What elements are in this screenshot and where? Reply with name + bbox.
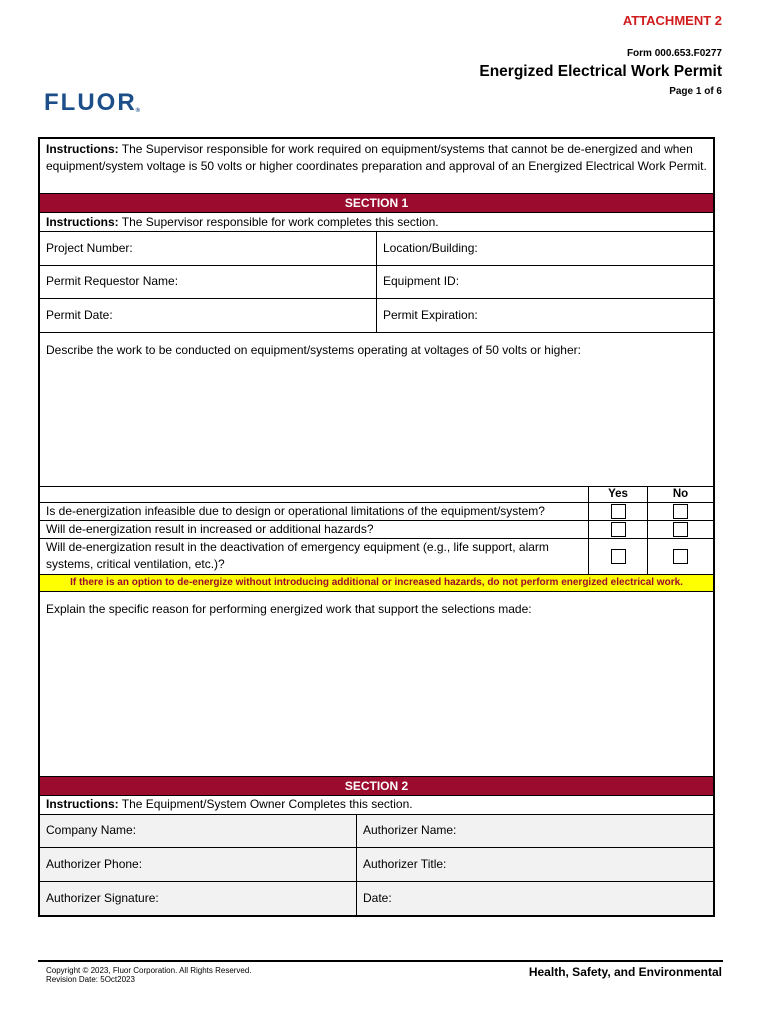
section1-instructions-row [40, 213, 713, 232]
no-header: No [672, 488, 689, 500]
section1-field-row [40, 266, 713, 300]
yes-checkbox[interactable] [611, 504, 626, 519]
authorizer-title-field[interactable]: Authorizer Title: [363, 856, 447, 871]
no-cell [648, 539, 713, 574]
page-title: Energized Electrical Work Permit [479, 63, 722, 80]
yes-cell [589, 521, 648, 538]
authorizer-signature-field[interactable]: Authorizer Signature: [40, 882, 357, 916]
attachment-label: ATTACHMENT 2 [622, 13, 722, 28]
instructions-text: The Supervisor responsible for work required on equipment/systems that cannot be de-energized and when equipment/system voltage is 50 volts or higher coordinates preparation and approval of an Energized Electrical Work Permit. [46, 142, 707, 173]
yes-cell [589, 503, 648, 520]
project-number-field[interactable]: Project Number: [40, 232, 377, 265]
yes-no-header-row [40, 487, 713, 503]
section2-field-row [40, 848, 713, 882]
section1-instr-text: The Supervisor responsible for work completes this section. [118, 214, 439, 229]
permit-expiration-field[interactable]: Permit Expiration: [383, 307, 478, 322]
no-cell [648, 521, 713, 538]
question-text: Will de-energization result in increased or additional hazards? [40, 521, 589, 538]
equipment-id-field[interactable]: Equipment ID: [383, 274, 460, 289]
revision-date: Revision Date: 5Oct2023 [46, 975, 135, 984]
question-text: Will de-energization result in the deactivation of emergency equipment (e.g., life support, alarm systems, critical ventilation, etc.)? [40, 539, 589, 574]
authorizer-name-field[interactable]: Authorizer Name: [363, 823, 457, 838]
section1-title: SECTION 1 [40, 194, 713, 212]
section2-instructions-row [40, 796, 713, 815]
footer-divider [38, 960, 723, 962]
explain-reason-row [40, 592, 713, 777]
company-name-field[interactable]: Company Name: [40, 815, 357, 848]
section1-instructions [40, 213, 445, 231]
logo-text: FLUOR [44, 89, 137, 116]
warning-row [40, 575, 713, 592]
question-row [40, 539, 713, 575]
yes-checkbox[interactable] [611, 522, 626, 537]
section2-instr-label: Instructions: [46, 797, 119, 811]
section1-field-row [40, 299, 713, 333]
location-building-field[interactable]: Location/Building: [383, 240, 478, 255]
describe-work-box[interactable]: Describe the work to be conducted on equipment/systems operating at voltages of 50 volts or higher: [46, 342, 581, 357]
requestor-name-field[interactable]: Permit Requestor Name: [40, 266, 377, 299]
section2-instr-text: The Equipment/System Owner Completes this section. [118, 797, 413, 811]
question-row [40, 503, 713, 521]
warning-banner: If there is an option to de-energize without introducing additional or increased hazards, do not perform energized electrical work. [40, 575, 713, 591]
section2-field-row [40, 882, 713, 916]
yes-checkbox[interactable] [611, 549, 626, 564]
copyright-text: Copyright © 2023, Fluor Corporation. All Rights Reserved. [46, 966, 252, 975]
section2-header-row [40, 777, 713, 796]
describe-work-row [40, 333, 713, 487]
section2-field-row [40, 815, 713, 849]
explain-reason-box[interactable]: Explain the specific reason for performing energized work that support the selections made: [46, 601, 532, 616]
section1-field-row [40, 232, 713, 266]
no-cell [648, 503, 713, 520]
section1-header-row [40, 194, 713, 213]
instructions-label: Instructions: [46, 142, 119, 156]
permit-date-field[interactable]: Permit Date: [40, 299, 377, 332]
date-field[interactable]: Date: [363, 890, 392, 905]
fluor-logo: FLUOR® [44, 89, 141, 116]
form-number: Form 000.653.F0277 [626, 48, 722, 59]
section2-title: SECTION 2 [40, 777, 713, 795]
main-instructions-row [40, 139, 713, 194]
question-row [40, 521, 713, 539]
footer-copyright [46, 966, 252, 984]
page-number: Page 1 of 6 [669, 86, 722, 97]
authorizer-phone-field[interactable]: Authorizer Phone: [40, 848, 357, 881]
question-header-blank [40, 487, 589, 502]
question-text: Is de-energization infeasible due to design or operational limitations of the equipment/system? [40, 503, 589, 520]
no-checkbox[interactable] [673, 522, 688, 537]
yes-header: Yes [589, 487, 648, 502]
footer-department: Health, Safety, and Environmental [528, 965, 722, 979]
section2-instructions [40, 796, 419, 814]
main-instructions [40, 139, 713, 193]
section1-instr-label: Instructions: [46, 214, 119, 229]
no-checkbox[interactable] [673, 504, 688, 519]
permit-form [38, 137, 715, 917]
yes-cell [589, 539, 648, 574]
no-checkbox[interactable] [673, 549, 688, 564]
